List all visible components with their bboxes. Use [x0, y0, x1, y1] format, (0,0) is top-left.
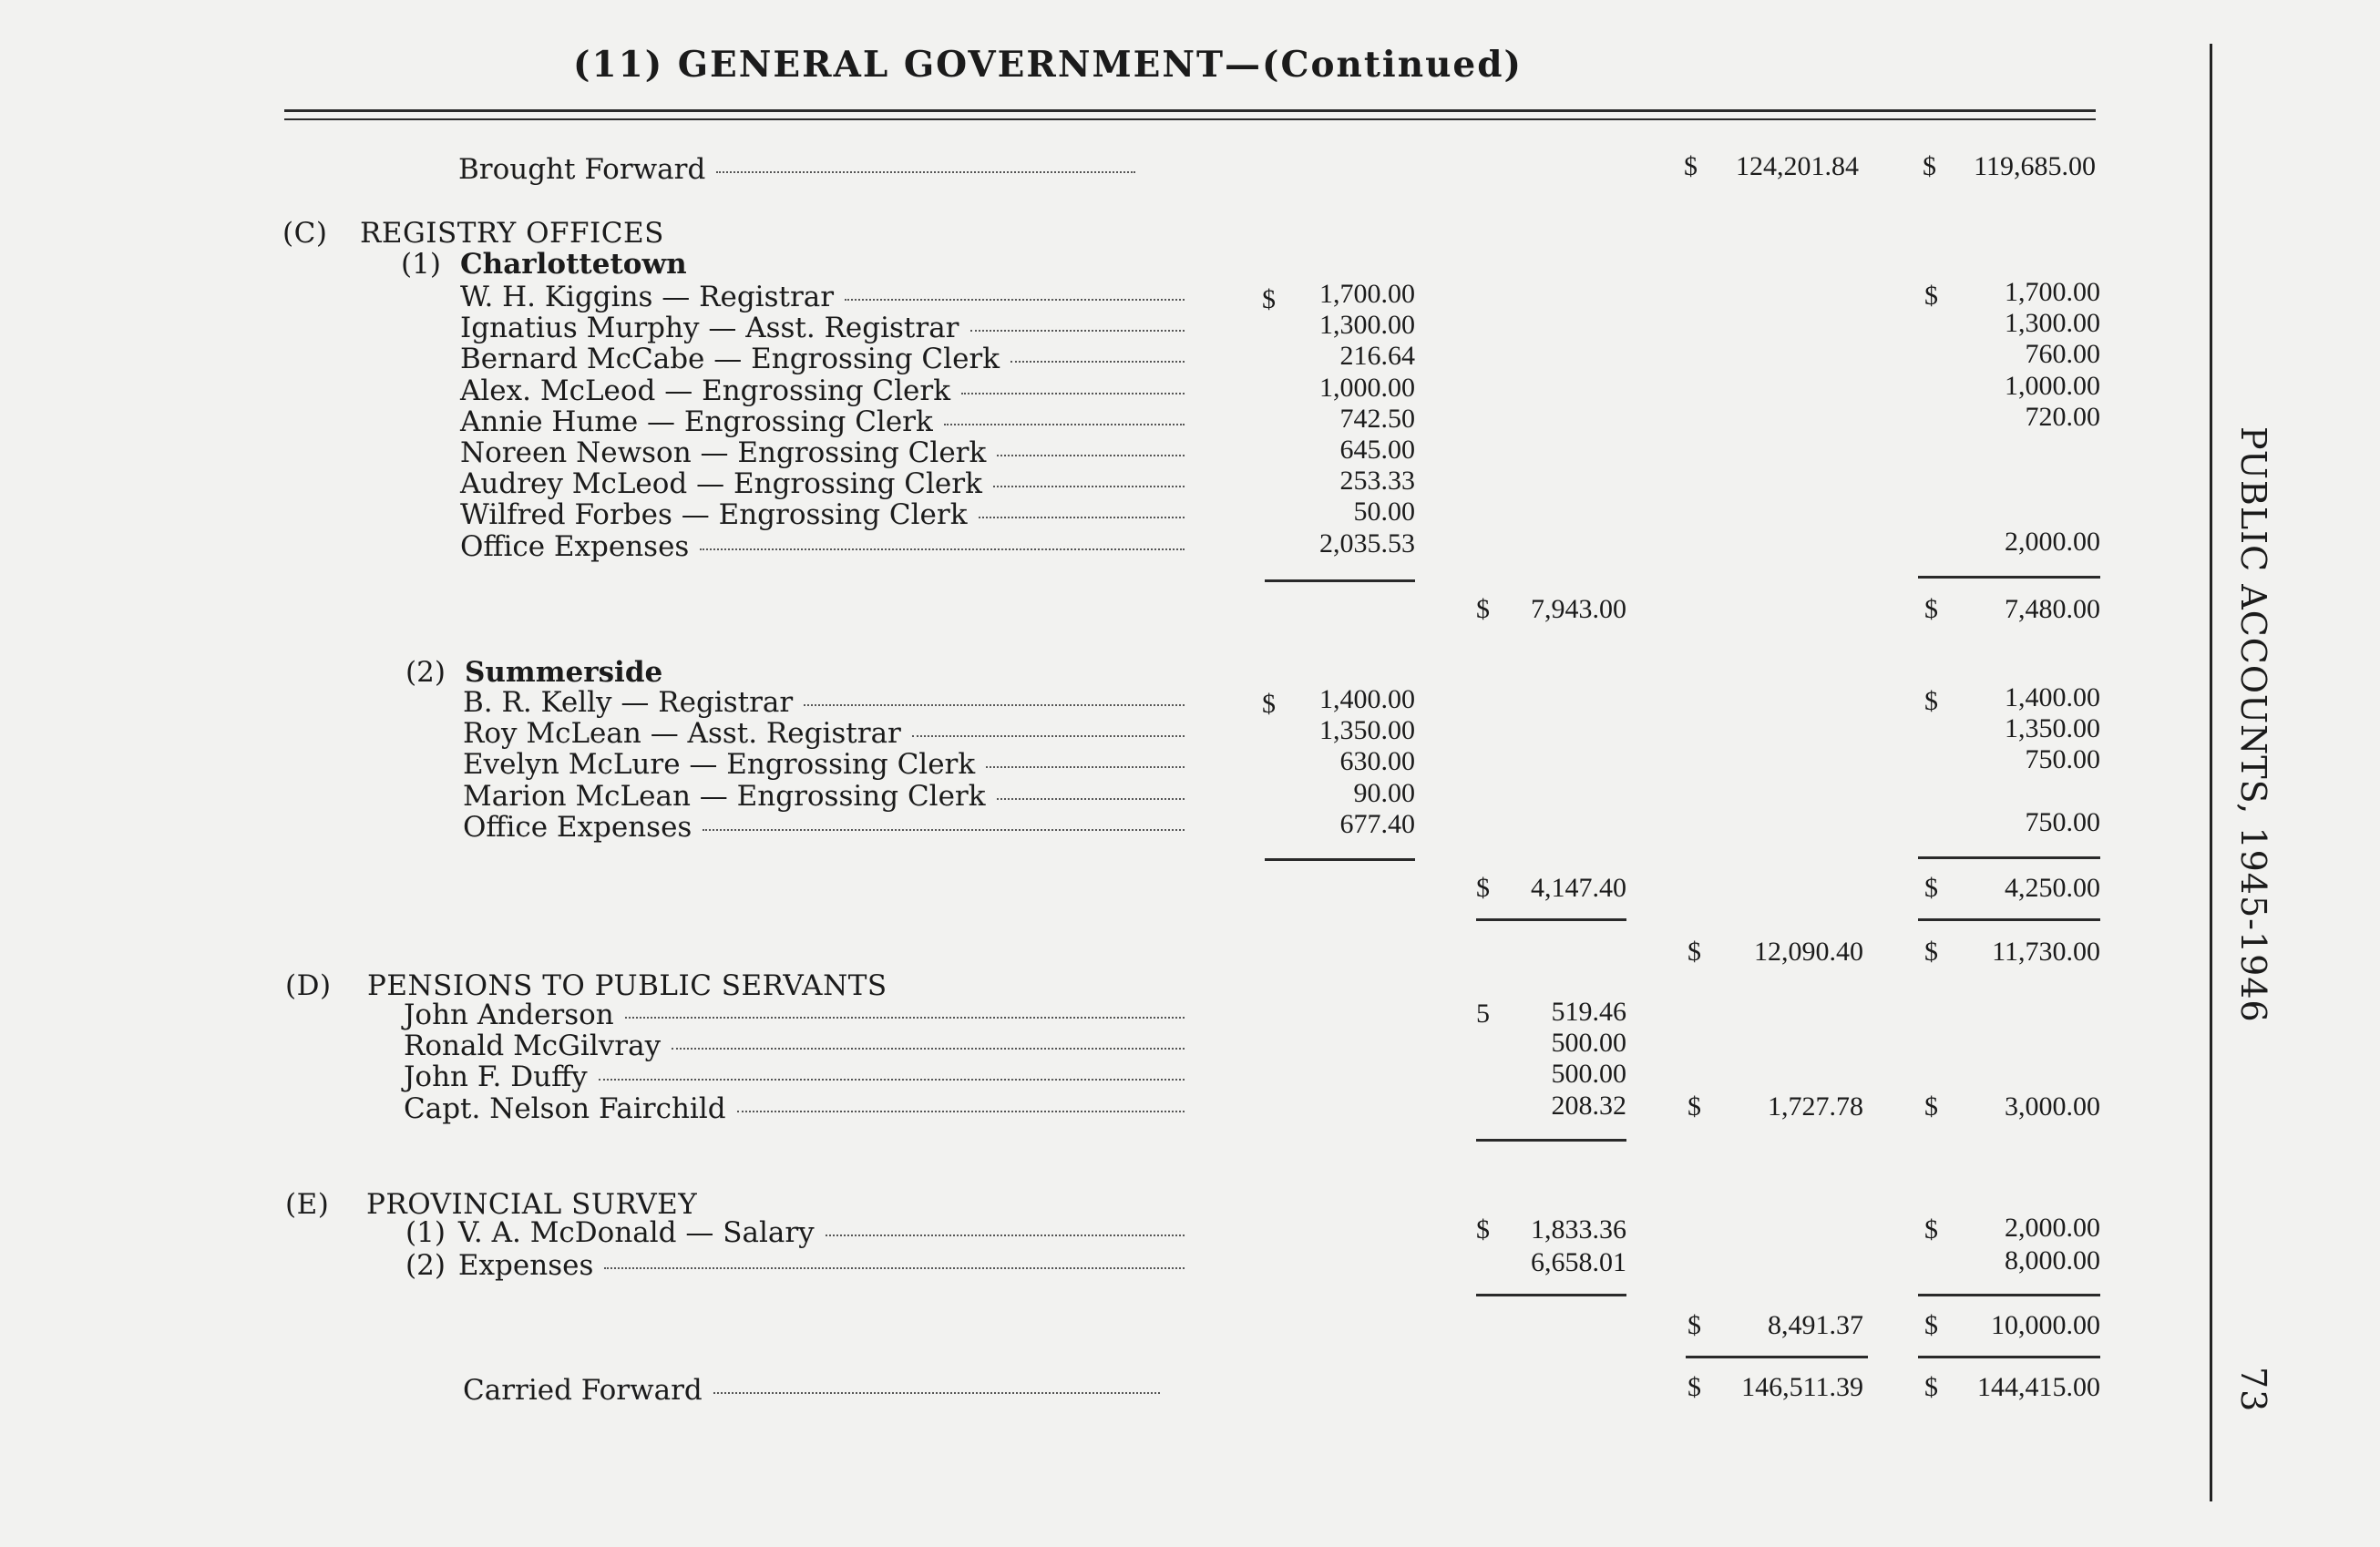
- page-title: (11) GENERAL GOVERNMENT—(Continued): [573, 44, 1523, 86]
- ledger-row-amount: 2,035.53: [1319, 528, 1415, 558]
- ledger-row-text: John F. Duffy: [404, 1060, 588, 1094]
- ledger-row-prev-dollar: $: [1924, 1214, 1938, 1245]
- ledger-row-label: [460, 374, 1185, 407]
- ledger-row-text: Annie Hume — Engrossing Clerk: [460, 405, 933, 438]
- ledger-row-label: [460, 343, 1185, 375]
- carried-forward-label: Carried Forward: [463, 1374, 1160, 1407]
- leader-dots: [804, 704, 1185, 706]
- ledger-row-label: [404, 1060, 1185, 1093]
- summerside-prev-dollar: $: [1924, 686, 1938, 716]
- ledger-row-text: Alex. McLeod — Engrossing Clerk: [460, 374, 950, 407]
- ledger-row-label: [404, 1030, 1185, 1062]
- leader-dots: [700, 548, 1185, 550]
- summerside-prev-rule: [1918, 856, 2100, 859]
- section-e-prev-total: 10,000.00: [1991, 1310, 2100, 1340]
- brought-forward-prev-dollar: $: [1923, 151, 1936, 181]
- ledger-row-text: Roy McLean — Asst. Registrar: [463, 717, 901, 751]
- summerside-subtotal-dollar: $: [1476, 873, 1490, 903]
- leader-dots: [672, 1048, 1185, 1050]
- section-d-heading: PENSIONS TO PUBLIC SERVANTS: [367, 969, 887, 1002]
- section-d-prev-total-dollar: $: [1924, 1091, 1938, 1122]
- carried-forward-prev-rule: [1918, 1356, 2100, 1358]
- survey-prev-rule: [1918, 1294, 2100, 1296]
- ledger-row-prev-amount: 1,300.00: [2005, 308, 2100, 339]
- header-rule-bottom: [284, 118, 2096, 120]
- leader-dots: [997, 455, 1185, 456]
- ledger-row-prev-amount: 2,000.00: [2005, 1213, 2100, 1243]
- ledger-row-amount: 519.46: [1551, 997, 1626, 1027]
- ledger-row-prev-amount: 8,000.00: [2005, 1245, 2100, 1276]
- ledger-row-text: Evelyn McLure — Engrossing Clerk: [463, 748, 976, 782]
- ledger-row-label: [405, 1216, 1185, 1249]
- leader-dots: [703, 829, 1185, 831]
- leader-dots: [993, 486, 1185, 487]
- ledger-row-text: Wilfred Forbes — Engrossing Clerk: [460, 498, 968, 532]
- charlottetown-subtotal-dollar: $: [1476, 594, 1490, 624]
- charlottetown-subtotal: 7,943.00: [1531, 594, 1626, 624]
- leader-dots: [970, 330, 1185, 332]
- ledger-row-text: Bernard McCabe — Engrossing Clerk: [460, 343, 1000, 376]
- charlottetown-amount-rule: [1265, 579, 1415, 582]
- ledger-row-amount: 6,658.01: [1531, 1247, 1626, 1277]
- charlottetown-heading: Charlottetown: [460, 248, 687, 281]
- section-d-letter: (D): [285, 969, 332, 1002]
- ledger-row-amount: 677.40: [1339, 808, 1415, 839]
- ledger-row-text: John Anderson: [404, 999, 614, 1031]
- summerside-heading: Summerside: [465, 656, 663, 689]
- ledger-row-text: Noreen Newson — Engrossing Clerk: [460, 436, 987, 469]
- charlottetown-number: (1): [401, 248, 441, 281]
- summerside-prev-subtotal-rule: [1918, 918, 2100, 921]
- brought-forward-total: 124,201.84: [1736, 151, 1859, 181]
- ledger-row-amount: 216.64: [1339, 341, 1415, 372]
- ledger-row-text: Office Expenses: [460, 529, 690, 563]
- ledger-row-label: [460, 281, 1185, 313]
- ledger-row-text: Ignatius Murphy — Asst. Registrar: [460, 312, 959, 345]
- ledger-row-number: (1): [405, 1216, 446, 1249]
- summerside-subtotal-rule: [1476, 918, 1626, 921]
- leader-dots: [961, 393, 1185, 394]
- ledger-row-amount: 742.50: [1339, 403, 1415, 434]
- ledger-row-label: [460, 405, 1185, 438]
- section-d-total: 1,727.78: [1768, 1091, 1863, 1122]
- leader-dots: [1010, 361, 1185, 363]
- ledger-row-amount: 1,300.00: [1319, 310, 1415, 341]
- ledger-row-prev-amount: 760.00: [2025, 339, 2100, 370]
- ledger-row-text: V. A. McDonald — Salary: [457, 1216, 815, 1249]
- leader-dots: [625, 1017, 1185, 1019]
- ledger-row-text: Audrey McLeod — Engrossing Clerk: [460, 467, 982, 501]
- carried-forward-total: 146,511.39: [1741, 1372, 1863, 1402]
- section-d-prev-total: 3,000.00: [2005, 1091, 2100, 1122]
- ledger-row-prev-amount: 1,000.00: [2005, 370, 2100, 401]
- section-c-prev-total-dollar: $: [1924, 937, 1938, 967]
- carried-forward-prev-dollar: $: [1924, 1372, 1938, 1402]
- summerside-prev-subtotal: 4,250.00: [2005, 873, 2100, 903]
- ledger-row-label: [404, 1092, 1185, 1125]
- ledger-row-amount: 630.00: [1339, 746, 1415, 777]
- leader-dots: [604, 1267, 1185, 1269]
- leader-dots: [979, 517, 1185, 518]
- ledger-row-label: [460, 312, 1185, 344]
- ledger-row-amount: 50.00: [1353, 497, 1415, 528]
- leader-dots: [997, 798, 1185, 800]
- ledger-row-label: [405, 1249, 1185, 1282]
- leader-dots: [737, 1111, 1185, 1112]
- carried-forward-total-rule: [1686, 1356, 1868, 1358]
- ledger-row-label: [460, 498, 1185, 531]
- ledger-row-text: Capt. Nelson Fairchild: [404, 1091, 726, 1125]
- ledger-row-label: [463, 811, 1185, 844]
- ledger-row-prev-amount: 1,350.00: [2005, 713, 2100, 744]
- ledger-row-label: [460, 530, 1185, 563]
- leader-dots: [599, 1079, 1185, 1081]
- ledger-row-amount: 1,000.00: [1319, 372, 1415, 403]
- summerside-number: (2): [405, 656, 446, 689]
- ledger-row-prev-amount: 720.00: [2025, 401, 2100, 432]
- section-e-total: 8,491.37: [1768, 1310, 1863, 1340]
- section-c-prev-total: 11,730.00: [1992, 937, 2100, 967]
- pension-amount-rule: [1476, 1139, 1626, 1142]
- ledger-row-text: Ronald McGilvray: [404, 1030, 662, 1063]
- section-e-prev-total-dollar: $: [1924, 1310, 1938, 1340]
- leader-dots: [986, 766, 1185, 768]
- section-d-first-dollar: 5: [1476, 999, 1490, 1029]
- brought-forward-dollar: $: [1684, 151, 1698, 181]
- summerside-dollar: $: [1262, 689, 1276, 719]
- ledger-row-amount: 645.00: [1339, 435, 1415, 465]
- ledger-row-prev-amount: 2,000.00: [2005, 526, 2100, 557]
- summerside-prev-subtotal-dollar: $: [1924, 873, 1938, 903]
- charlottetown-prev-subtotal-dollar: $: [1924, 594, 1938, 624]
- summerside-amount-rule: [1265, 858, 1415, 861]
- leader-dots: [912, 735, 1185, 737]
- ledger-row-label: [460, 436, 1185, 469]
- ledger-row-label: [463, 780, 1185, 813]
- section-c-heading: REGISTRY OFFICES: [360, 217, 664, 250]
- section-c-total-dollar: $: [1688, 937, 1701, 967]
- ledger-row-text: Marion McLean — Engrossing Clerk: [463, 779, 986, 813]
- charlottetown-prev-subtotal: 7,480.00: [2005, 594, 2100, 624]
- ledger-row-dollar: $: [1476, 1214, 1490, 1245]
- running-title: PUBLIC ACCOUNTS, 1945-1946: [2233, 426, 2273, 1023]
- section-c-total: 12,090.40: [1754, 937, 1863, 967]
- ledger-row-prev-amount: 1,700.00: [2005, 277, 2100, 307]
- ledger-row-text: Expenses: [457, 1249, 594, 1282]
- summerside-subtotal: 4,147.40: [1531, 873, 1626, 903]
- ledger-row-amount: 1,700.00: [1319, 279, 1415, 309]
- brought-forward-label: Brought Forward: [458, 153, 1135, 186]
- carried-forward-dollar: $: [1688, 1372, 1701, 1402]
- ledger-row-text: W. H. Kiggins — Registrar: [460, 281, 835, 313]
- ledger-row-text: B. R. Kelly — Registrar: [463, 686, 794, 719]
- ledger-row-amount: 500.00: [1551, 1059, 1626, 1090]
- ledger-row-prev-amount: 750.00: [2025, 744, 2100, 775]
- ledger-row-prev-amount: 1,400.00: [2005, 682, 2100, 712]
- charlottetown-dollar: $: [1262, 284, 1276, 314]
- ledger-row-label: [463, 717, 1185, 750]
- ledger-row-prev-amount: 750.00: [2025, 806, 2100, 837]
- ledger-row-amount: 1,833.36: [1531, 1214, 1626, 1245]
- carried-forward-prev: 144,415.00: [1977, 1372, 2100, 1402]
- brought-forward-prev: 119,685.00: [1974, 151, 2096, 181]
- section-c-letter: (C): [282, 217, 328, 250]
- ledger-row-number: (2): [405, 1249, 446, 1282]
- ledger-row-amount: 208.32: [1551, 1090, 1626, 1121]
- ledger-row-amount: 1,400.00: [1319, 684, 1415, 714]
- ledger-row-amount: 1,350.00: [1319, 715, 1415, 746]
- ledger-row-label: [463, 748, 1185, 781]
- ledger-row-amount: 90.00: [1353, 777, 1415, 808]
- margin-rule: [2210, 44, 2212, 1501]
- section-e-heading: PROVINCIAL SURVEY: [366, 1188, 698, 1221]
- leader-dots: [845, 299, 1185, 301]
- survey-amount-rule: [1476, 1294, 1626, 1296]
- section-d-total-dollar: $: [1688, 1091, 1701, 1122]
- section-e-letter: (E): [285, 1188, 330, 1221]
- leader-dots: [826, 1235, 1185, 1236]
- ledger-row-label: [463, 686, 1185, 719]
- charlottetown-prev-dollar: $: [1924, 281, 1938, 311]
- ledger-row-amount: 253.33: [1339, 466, 1415, 497]
- section-e-total-dollar: $: [1688, 1310, 1701, 1340]
- header-rule-top: [284, 109, 2096, 112]
- charlottetown-prev-rule: [1918, 576, 2100, 579]
- ledger-row-amount: 500.00: [1551, 1028, 1626, 1059]
- ledger-row-label: [404, 999, 1185, 1031]
- ledger-row-label: [460, 467, 1185, 500]
- leader-dots: [944, 424, 1185, 425]
- page-number: 73: [2233, 1367, 2273, 1413]
- ledger-row-text: Office Expenses: [463, 810, 692, 844]
